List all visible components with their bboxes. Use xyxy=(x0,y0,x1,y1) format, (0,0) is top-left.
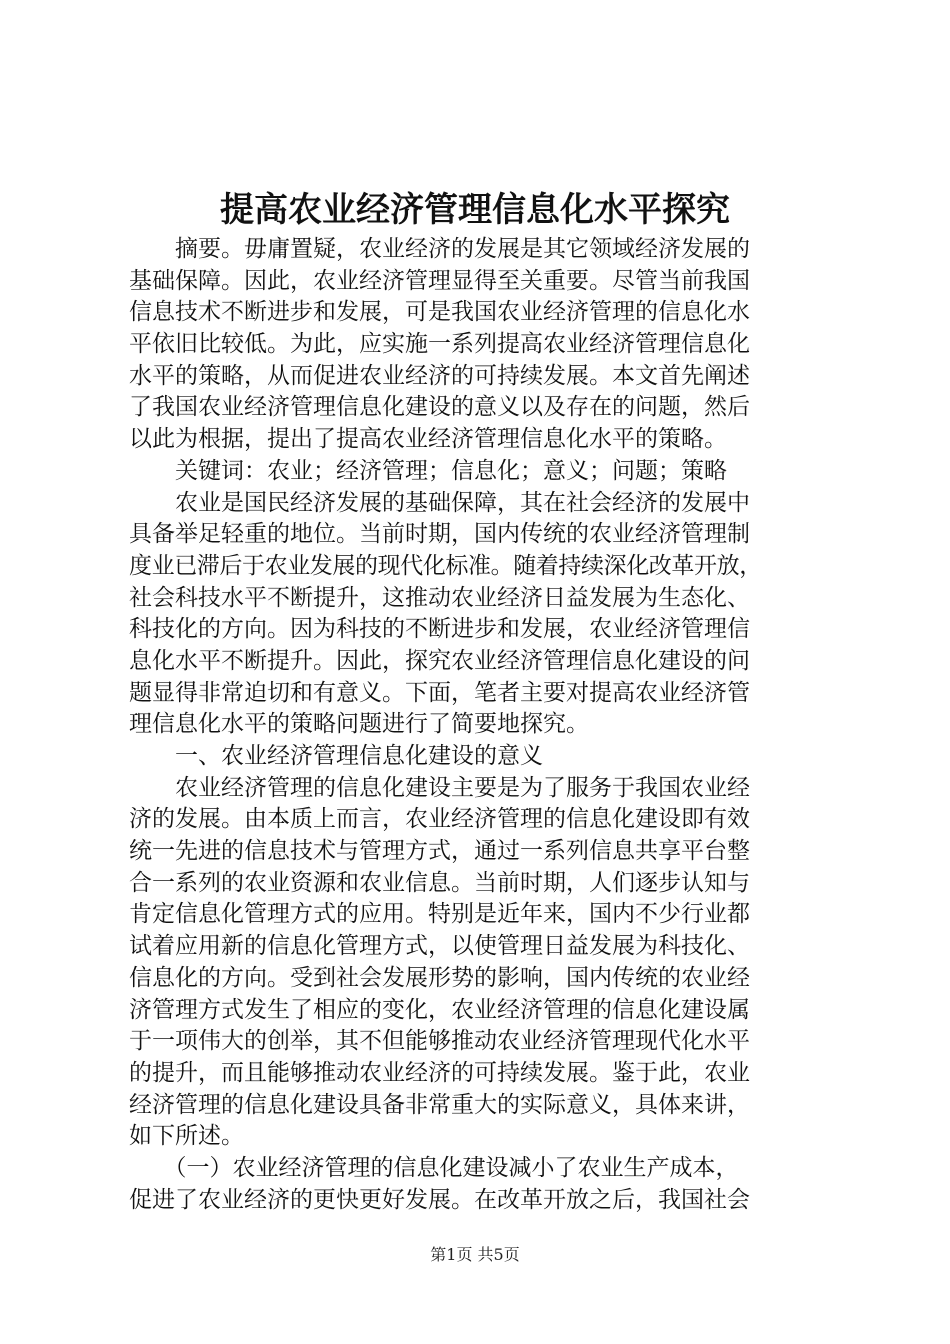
text-line: 水平的策略，从而促进农业经济的可持续发展。本文首先阐述 xyxy=(129,362,750,389)
text-line: 促进了农业经济的更快更好发展。在改革开放之后，我国社会 xyxy=(129,1186,750,1213)
text-line: 农业经济管理的信息化建设主要是为了服务于我国农业经 xyxy=(129,774,750,801)
text-line: 济管理方式发生了相应的变化，农业经济管理的信息化建设属 xyxy=(129,996,750,1023)
text-line: 题显得非常迫切和有意义。下面，笔者主要对提高农业经济管 xyxy=(129,679,750,706)
text-line: 信息化的方向。受到社会发展形势的影响，国内传统的农业经 xyxy=(129,964,750,991)
text-line: 了我国农业经济管理信息化建设的意义以及存在的问题，然后 xyxy=(129,394,750,421)
text-line: 如下所述。 xyxy=(129,1123,244,1150)
text-line: 合一系列的农业资源和农业信息。当前时期，人们逐步认知与 xyxy=(129,869,750,896)
text-line: 以此为根据，提出了提高农业经济管理信息化水平的策略。 xyxy=(129,426,727,453)
keywords-line: 关键词：农业；经济管理；信息化；意义；问题；策略 xyxy=(129,457,727,484)
text-line: 试着应用新的信息化管理方式，以使管理日益发展为科技化、 xyxy=(129,933,750,960)
text-line: 具备举足轻重的地位。当前时期，国内传统的农业经济管理制 xyxy=(129,521,750,548)
text-line: 统一先进的信息技术与管理方式，通过一系列信息共享平台整 xyxy=(129,838,750,865)
text-line: 信息技术不断进步和发展，可是我国农业经济管理的信息化水 xyxy=(129,299,750,326)
text-line: 于一项伟大的创举，其不但能够推动农业经济管理现代化水平 xyxy=(129,1028,750,1055)
text-line: 息化水平不断提升。因此，探究农业经济管理信息化建设的问 xyxy=(129,647,750,674)
text-line: 度业已滞后于农业发展的现代化标准。随着持续深化改革开放， xyxy=(129,552,762,579)
text-line: 社会科技水平不断提升，这推动农业经济日益发展为生态化、 xyxy=(129,584,750,611)
text-line: 基础保障。因此，农业经济管理显得至关重要。尽管当前我国 xyxy=(129,267,750,294)
section-heading: 一、农业经济管理信息化建设的意义 xyxy=(129,743,543,769)
text-line: 济的发展。由本质上而言，农业经济管理的信息化建设即有效 xyxy=(129,806,750,833)
text-line: 农业是国民经济发展的基础保障，其在社会经济的发展中 xyxy=(129,489,750,516)
text-line: 科技化的方向。因为科技的不断进步和发展，农业经济管理信 xyxy=(129,616,750,643)
document-body xyxy=(129,234,834,1216)
document-title: 提高农业经济管理信息化水平探究 xyxy=(220,190,730,230)
text-line: 肯定信息化管理方式的应用。特别是近年来，国内不少行业都 xyxy=(129,901,750,928)
text-line: 理信息化水平的策略问题进行了简要地探究。 xyxy=(129,711,589,738)
text-line: 平依旧比较低。为此，应实施一系列提高农业经济管理信息化 xyxy=(129,331,750,358)
text-line: 摘要。毋庸置疑，农业经济的发展是其它领域经济发展的 xyxy=(129,236,750,262)
text-line: 的提升，而且能够推动农业经济的可持续发展。鉴于此，农业 xyxy=(129,1059,750,1086)
page-footer: 第1页 共5页 xyxy=(430,1245,520,1264)
subsection-line: （一）农业经济管理的信息化建设减小了农业生产成本， xyxy=(129,1154,739,1181)
text-line: 经济管理的信息化建设具备非常重大的实际意义，具体来讲， xyxy=(129,1091,750,1118)
